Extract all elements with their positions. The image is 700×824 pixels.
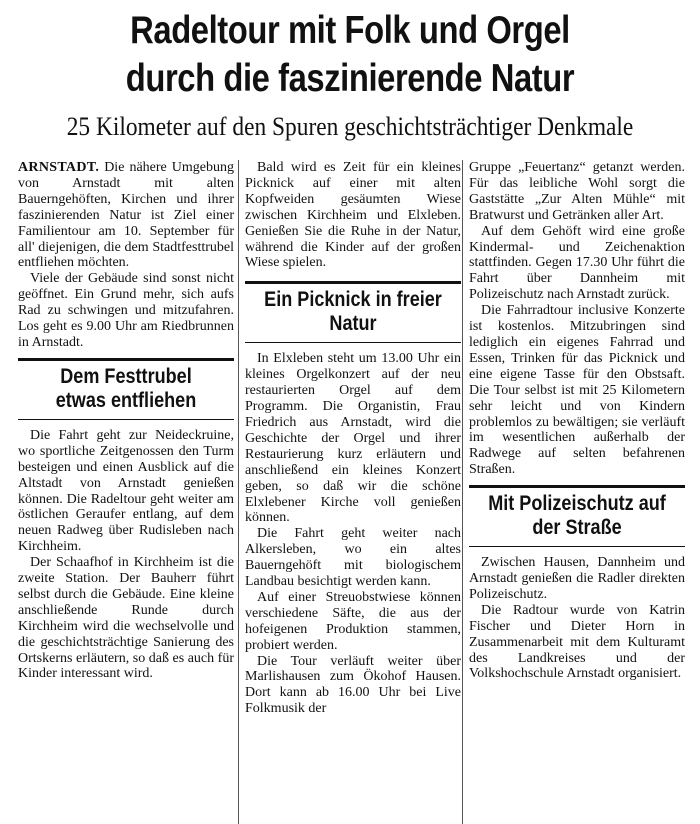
- article-paragraph: Die Fahrt geht weiter nach Alkersleben, wo ein altes Bauerngehöft mit biologischem Landbau besichtigt werden kann.: [245, 526, 461, 590]
- section-heading: [18, 358, 234, 420]
- article-paragraph: Gruppe „Feuertanz“ getanzt werden. Für das leibliche Wohl sorgt die Gaststätte „Zur Alten Mühle“ mit Bratwurst und Getränken aller Art.: [469, 160, 685, 223]
- section-heading-text: Ein Picknick in freier Natur: [264, 288, 442, 336]
- section-heading-text: Mit Polizeischutz auf der Straße: [488, 492, 666, 540]
- paragraph-text: Die nähere Umgebung von Arnstadt mit alten Bauerngehöften, Kirchen und ihrer faszinierenden Natur ist Ziel einer Familientour am 10. September für all' diejenigen, die dem Stadtfesttrubel entfliehen möchten.: [18, 160, 234, 271]
- article-paragraph: Der Schaafhof in Kirchheim ist die zweite Station. Der Bauherr führt selbst durch die Gebäude. Eine kleine anschließende Runde durch Kirchheim wird die wechselvolle und die geschichtsträchtige Sanierung des Ortskerns erläutern, so daß es auch für Kinder interessant wird.: [18, 555, 234, 682]
- article-column-1: [18, 160, 234, 824]
- headline-line-2: durch die faszinierende Natur: [125, 57, 575, 100]
- article-paragraph: Auf dem Gehöft wird eine große Kindermal- und Zeichenaktion stattfinden. Gegen 17.30 Uhr führt die Fahrt über Dannheim mit Polizeischutz nach Arnstadt zurück.: [469, 223, 685, 303]
- article-paragraph: Auf einer Streuobstwiese können verschiedene Säfte, die aus der hofeigenen Produktion stammen, probiert werden.: [245, 589, 461, 653]
- article-paragraph: Die Fahrt geht zur Neideckruine, wo sportliche Zeitgenossen den Turm besteigen und einen Ausblick auf die Altstadt von Arnstadt genießen können. Die Radeltour geht weiter am östlichen Geraufer entlang, auf dem neuen Radweg über Rudisleben nach Kirchheim.: [18, 427, 234, 555]
- article-column-3: [469, 160, 685, 824]
- headline-line-1: Radeltour mit Folk und Orgel: [130, 9, 570, 52]
- section-heading-text: Dem Festtrubel etwas entfliehen: [55, 364, 197, 412]
- section-heading: [245, 281, 461, 343]
- column-rule-2: [462, 160, 463, 824]
- article-paragraph: Viele der Gebäude sind sonst nicht geöffnet. Ein Grund mehr, sich aufs Rad zu schwingen und mitzufahren. Los geht es 9.00 Uhr am Riedbrunnen in Arnstadt.: [18, 271, 234, 350]
- article-paragraph: Zwischen Hausen, Dannheim und Arnstadt genießen die Radler direkten Polizeischutz.: [469, 555, 685, 602]
- section-heading: [469, 485, 685, 547]
- article-paragraph: Die Radtour wurde von Katrin Fischer und Dieter Horn in Zusammenarbeit mit dem Kulturamt des Landkreises und der Volkshochschule Arnstadt organisiert.: [469, 602, 685, 682]
- article-paragraph: In Elxleben steht um 13.00 Uhr ein kleines Orgelkonzert auf der neu restaurierten Orgel auf dem Programm. Die Organistin, Frau Friedrich aus Arnstadt, wird die Geschichte der Orgel und ihrer Restaurierung kurz erläutern und anschließend ein kleines Konzert geben, so daß wir die schöne Elxlebener Kirche voll genießen können.: [245, 351, 461, 526]
- column-rule-1: [238, 160, 239, 824]
- dateline: ARNSTADT.: [18, 160, 100, 175]
- article-paragraph: Bald wird es Zeit für ein kleines Picknick auf einer mit alten Kopfweiden gesäumten Wiese zwischen Kirchheim und Elxleben. Genießen Sie die Ruhe in der Natur, während die Kinder auf der großen Wiese spielen.: [245, 160, 461, 271]
- article-column-2: [245, 160, 461, 824]
- article-paragraph: Die Tour verläuft weiter über Marlishausen zum Ökohof Hausen. Dort kann ab 16.00 Uhr bei Live Folkmusik der: [245, 653, 461, 717]
- article-paragraph: Die Fahrradtour inclusive Konzerte ist kostenlos. Mitzubringen sind lediglich ein eigenes Fahrrad und Essen, Trinken für das Picknick und eine eigene Tasse für den Obstsaft. Die Tour selbst ist mit 25 Kilometern sehr leicht und von Kindern problemlos zu bewältigen; sie verläuft im wesentlichen außerhalb der Radwege auf selten befahrenen Straßen.: [469, 303, 685, 478]
- subheadline: 25 Kilometer auf den Spuren geschichtsträchtiger Denkmale: [66, 112, 634, 141]
- article-paragraph: [18, 160, 234, 271]
